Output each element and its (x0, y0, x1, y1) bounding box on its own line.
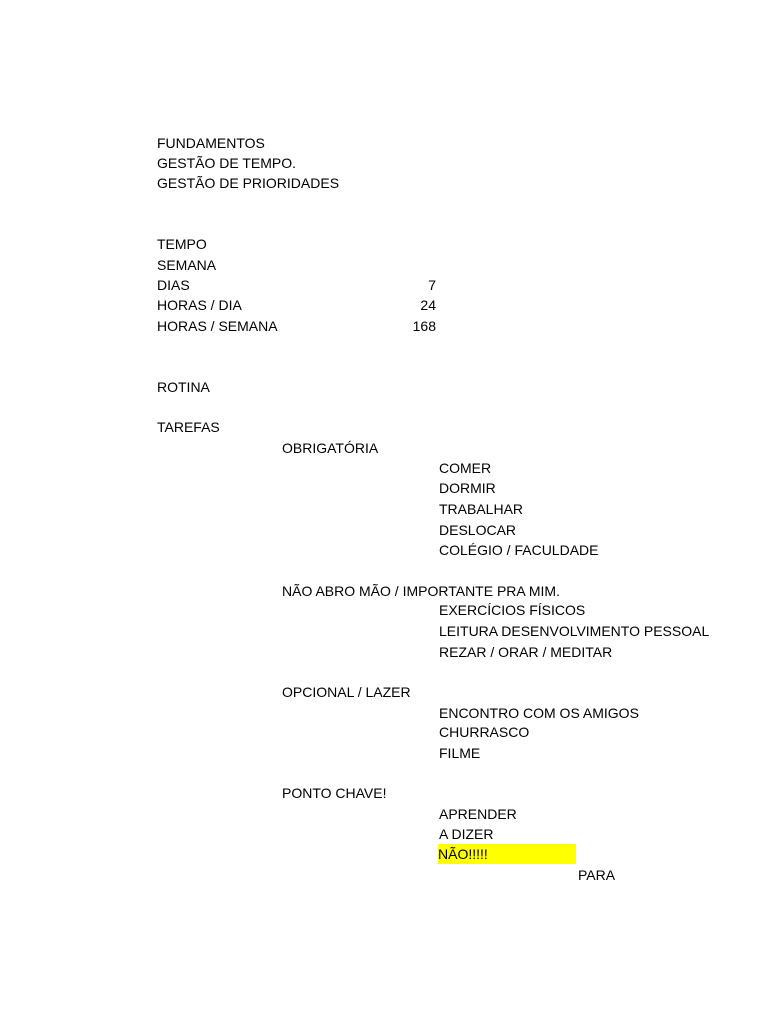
list-item: DESLOCAR (439, 522, 517, 538)
key-point-label: PONTO CHAVE! (282, 785, 387, 801)
hours-day-value: 24 (420, 297, 436, 313)
list-item: DORMIR (439, 480, 496, 496)
list-item: A DIZER (439, 826, 494, 842)
list-item: FILME (439, 745, 481, 761)
list-item: APRENDER (439, 806, 517, 822)
important-label: NÃO ABRO MÃO / IMPORTANTE PRA MIM. (282, 583, 560, 599)
header-gestao-tempo: GESTÃO DE TEMPO. (157, 155, 296, 171)
header-fundamentos: FUNDAMENTOS (157, 135, 265, 151)
trailing-para: PARA (578, 867, 616, 883)
time-title: TEMPO (157, 236, 207, 252)
optional-label: OPCIONAL / LAZER (282, 684, 411, 700)
days-label: DIAS (157, 277, 190, 293)
list-item: CHURRASCO (439, 724, 530, 740)
list-item: ENCONTRO COM OS AMIGOS (439, 705, 639, 721)
list-item: EXERCÍCIOS FÍSICOS (439, 602, 586, 618)
routine-title: ROTINA (157, 379, 210, 395)
list-item: COLÉGIO / FACULDADE (439, 542, 599, 558)
hours-day-label: HORAS / DIA (157, 297, 242, 313)
list-item: TRABALHAR (439, 501, 524, 517)
highlighted-no-cell: NÃO!!!!! (438, 844, 576, 864)
hours-week-label: HORAS / SEMANA (157, 318, 278, 334)
mandatory-label: OBRIGATÓRIA (282, 440, 379, 456)
days-value: 7 (428, 277, 436, 293)
header-gestao-prioridades: GESTÃO DE PRIORIDADES (157, 175, 340, 191)
hours-week-value: 168 (412, 318, 436, 334)
tasks-title: TAREFAS (157, 419, 220, 435)
list-item: COMER (439, 460, 492, 476)
list-item: LEITURA DESENVOLVIMENTO PESSOAL (439, 623, 710, 639)
list-item: REZAR / ORAR / MEDITAR (439, 644, 613, 660)
week-label: SEMANA (157, 257, 217, 273)
